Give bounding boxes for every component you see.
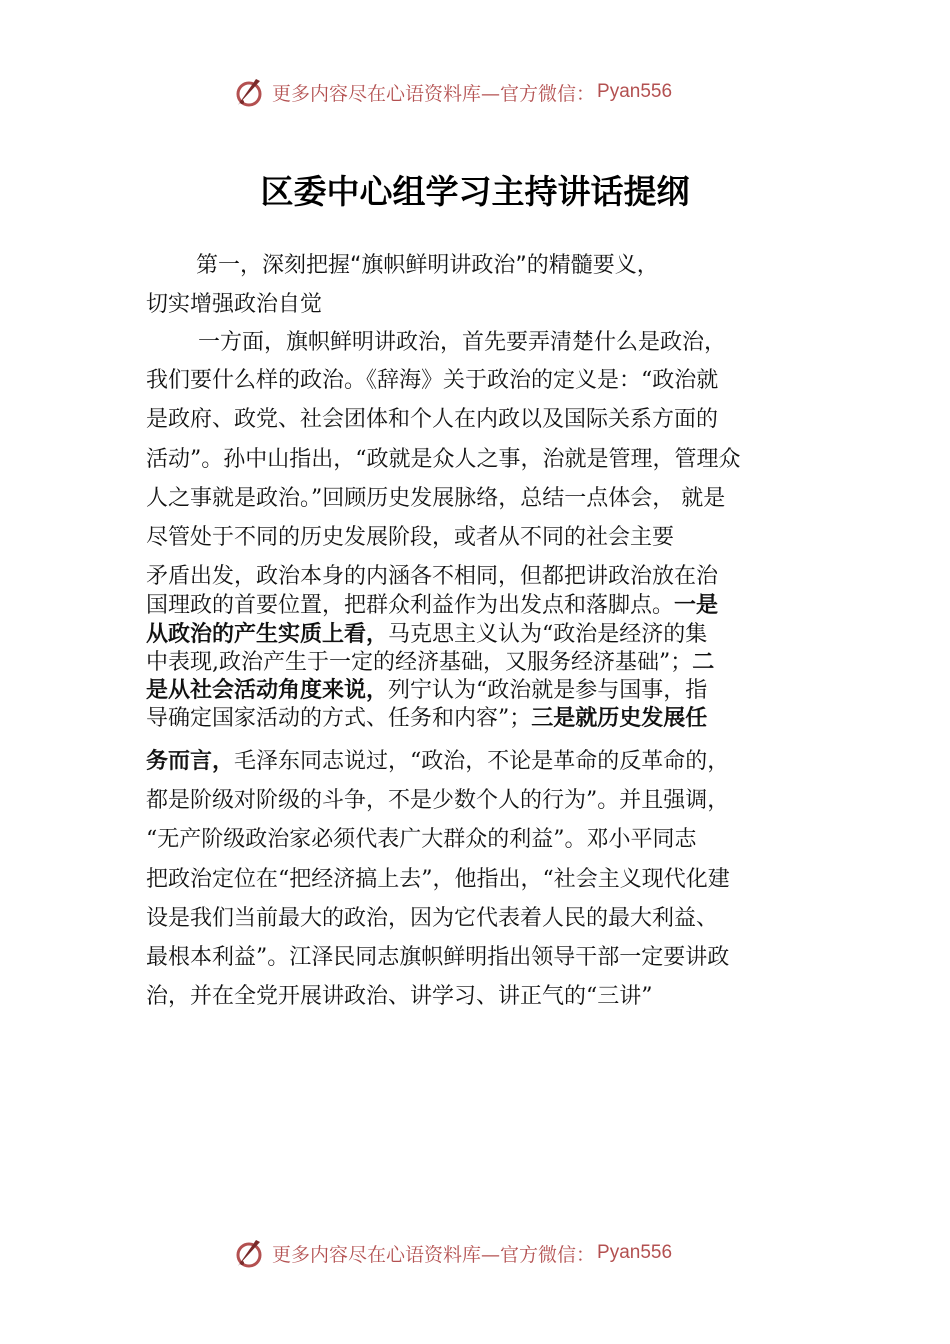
body-line: 是政府、政党、社会团体和个人在内政以及国际关系方面的 (146, 407, 719, 432)
emphasis-text: 一是 (674, 593, 719, 618)
body-line: 一方面，旗帜鲜明讲政治，首先要弄清楚什么是政治， (198, 330, 727, 355)
emphasis-text: 务而言， (146, 749, 235, 774)
watermark-wechat-id: Pyan556 (597, 1242, 673, 1263)
watermark-text: 更多内容尽在心语资料库—官方微信： (272, 1243, 596, 1266)
emphasis-text: 三是就历史发展任 (531, 706, 708, 731)
header-watermark (232, 72, 752, 112)
body-line: 把政治定位在“把经济搞上去”，他指出，“社会主义现代化建 (146, 867, 730, 892)
body-line: 治，并在全党开展讲政治、讲学习、讲正气的“三讲” (146, 984, 653, 1009)
body-line: 从政治的产生实质上看，马克思主义认为“政治是经济的集 (146, 622, 708, 647)
footer-watermark (232, 1233, 752, 1273)
body-line: “无产阶级政治家必须代表广大群众的利益”。邓小平同志 (146, 827, 697, 852)
quill-logo-icon (232, 1236, 266, 1270)
body-line: 导确定国家活动的方式、任务和内容”；三是就历史发展任 (146, 706, 708, 731)
body-line: 国理政的首要位置，把群众利益作为出发点和落脚点。一是 (146, 593, 719, 618)
body-line: 矛盾出发，政治本身的内涵各不相同，但都把讲政治放在治 (146, 564, 719, 589)
emphasis-text: 从政治的产生实质上看， (146, 622, 389, 647)
emphasis-text: 二 (692, 650, 715, 675)
watermark-wechat-id: Pyan556 (597, 81, 673, 102)
body-line: 都是阶级对阶级的斗争，不是少数个人的行为”。并且强调， (146, 788, 730, 813)
body-line: 活动”。孙中山指出，“政就是众人之事，治就是管理，管理众 (146, 447, 741, 472)
quill-logo-icon (232, 75, 266, 109)
body-line: 最根本利益”。江泽民同志旗帜鲜明指出领导干部一定要讲政 (146, 945, 730, 970)
body-line: 务而言，毛泽东同志说过，“政治，不论是革命的反革命的， (146, 749, 730, 774)
watermark-text: 更多内容尽在心语资料库—官方微信： (272, 82, 596, 105)
section-heading-line-2: 切实增强政治自觉 (146, 292, 323, 317)
section-heading-line-1: 第一，深刻把握“旗帜鲜明讲政治”的精髓要义， (196, 253, 659, 278)
body-line: 设是我们当前最大的政治，因为它代表着人民的最大利益、 (146, 906, 719, 931)
body-line: 是从社会活动角度来说，列宁认为“政治就是参与国事，指 (146, 678, 708, 703)
body-line: 尽管处于不同的历史发展阶段，或者从不同的社会主要 (146, 525, 675, 550)
body-line: 我们要什么样的政治。《辞海》关于政治的定义是：“政治就 (146, 368, 719, 393)
body-line: 中表现,政治产生于一定的经济基础，又服务经济基础”；二 (146, 650, 715, 675)
body-line: 人之事就是政治。”回顾历史发展脉络，总结一点体会， 就是 (146, 486, 726, 511)
document-title: 区委中心组学习主持讲话提纲 (260, 172, 690, 211)
emphasis-text: 是从社会活动角度来说， (146, 678, 389, 703)
